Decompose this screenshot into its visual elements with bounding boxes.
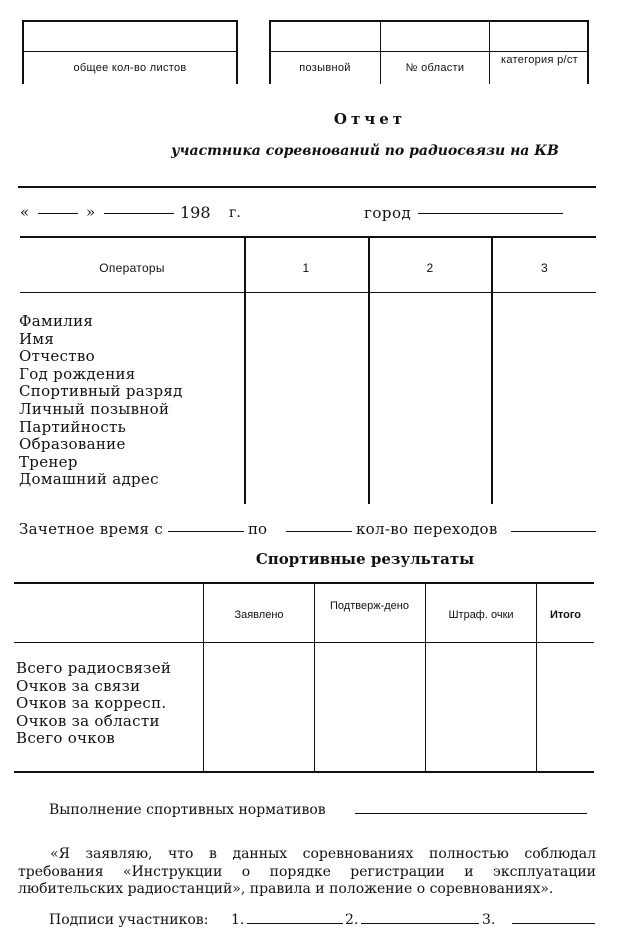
total-header: Итого xyxy=(549,609,582,621)
transitions-field xyxy=(511,531,596,532)
page-title: Отчет xyxy=(333,110,407,128)
row-points-contacts: Очков за связи xyxy=(16,676,141,695)
operators-header: Операторы xyxy=(99,261,165,275)
field-name: Имя xyxy=(19,329,55,348)
field-surname: Фамилия xyxy=(19,312,94,330)
operator-fields-list xyxy=(19,313,183,489)
results-title: Спортивные результаты xyxy=(255,550,475,568)
row-points-correspondents: Очков за корресп. xyxy=(16,694,167,713)
year-value: 198 xyxy=(180,203,211,222)
operator-1-header: 1 xyxy=(302,261,310,275)
field-party: Партийность xyxy=(19,417,127,436)
penalty-header: Штраф. очки xyxy=(448,609,514,621)
station-category-label: категория р/ст xyxy=(500,54,579,66)
field-birth-year: Год рождения xyxy=(19,364,136,383)
open-quote: « xyxy=(20,203,30,221)
row-points-regions: Очков за области xyxy=(16,711,160,730)
norms-field xyxy=(355,813,587,814)
page-subtitle: участника соревнований по радиосвязи на КВ xyxy=(171,143,559,159)
field-personal-callsign: Личный позывной xyxy=(19,399,170,418)
transitions-label: кол-во переходов xyxy=(356,520,498,538)
signature-1-number: 1. xyxy=(231,912,245,928)
declaration-text: «Я заявляю, что в данных соревнованиях полностью соблюдал требования «Инструкции о порядке регистрации и эксплуатации любительских радиостанций», правила и положение о соревнованиях». xyxy=(18,846,596,897)
total-sheets-label: общее кол-во листов xyxy=(73,62,187,74)
field-coach: Тренер xyxy=(19,452,78,471)
day-field xyxy=(38,213,78,214)
city-field xyxy=(418,213,563,214)
close-quote: » xyxy=(86,203,96,221)
operator-2-header: 2 xyxy=(426,261,434,275)
confirmed-header: Подтверж-дено xyxy=(330,600,409,612)
month-field xyxy=(104,213,174,214)
signature-3-field xyxy=(512,923,595,924)
norms-label: Выполнение спортивных нормативов xyxy=(49,802,326,818)
field-education: Образование xyxy=(19,435,126,454)
row-total-contacts: Всего радиосвязей xyxy=(16,659,172,677)
signature-2-number: 2. xyxy=(345,912,359,928)
field-patronymic: Отчество xyxy=(19,347,95,366)
time-from-field xyxy=(168,531,244,532)
time-to-label: по xyxy=(248,520,268,538)
callsign-label: позывной xyxy=(299,62,351,74)
results-rows-list xyxy=(16,660,171,748)
row-total-points: Всего очков xyxy=(16,729,116,748)
field-home-address: Домашний адрес xyxy=(19,470,159,489)
scoring-time-label: Зачетное время с xyxy=(19,520,164,538)
signatures-label: Подписи участников: xyxy=(49,912,209,928)
divider xyxy=(18,186,596,188)
time-to-field xyxy=(286,531,352,532)
city-label: город xyxy=(364,204,412,222)
region-number-label: № области xyxy=(405,62,465,74)
signature-3-number: 3. xyxy=(482,912,496,928)
signature-1-field xyxy=(247,923,343,924)
signature-2-field xyxy=(361,923,479,924)
declared-header: Заявлено xyxy=(234,609,284,621)
year-suffix: г. xyxy=(229,205,241,221)
operator-3-header: 3 xyxy=(541,261,548,275)
field-sports-rank: Спортивный разряд xyxy=(19,382,183,401)
